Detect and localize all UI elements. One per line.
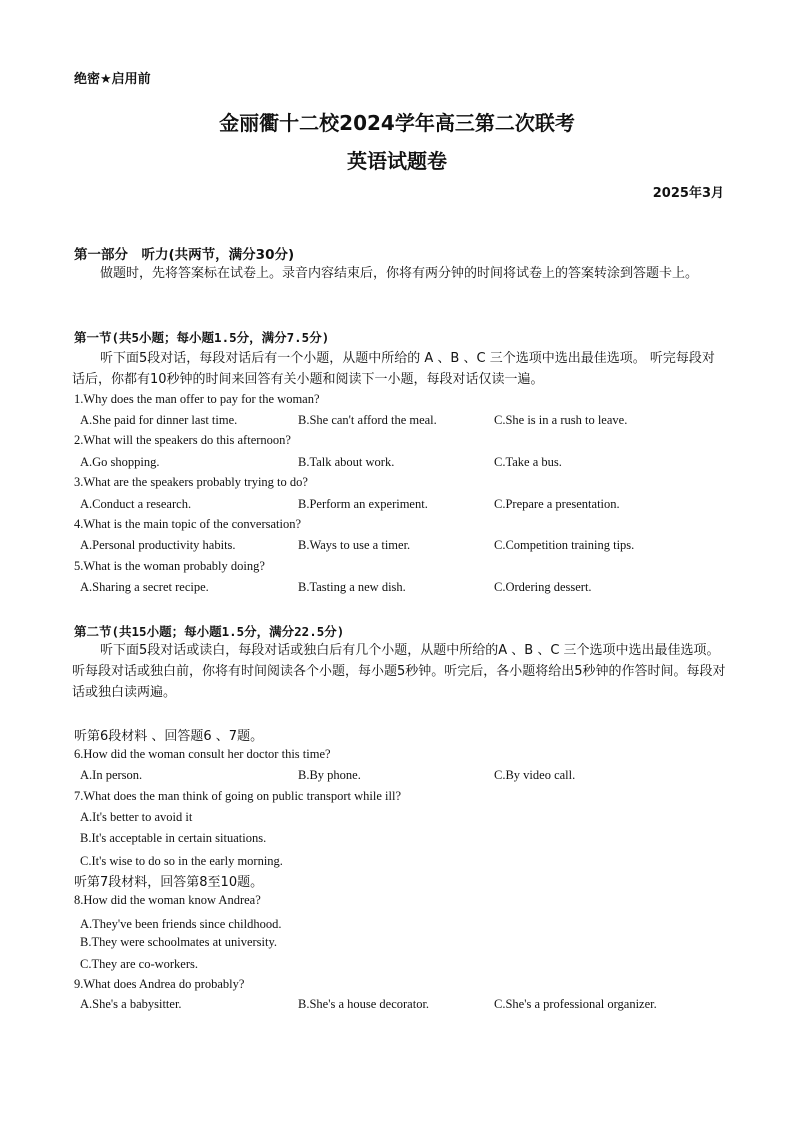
part1-instructions: 做题时，先将答案标在试卷上。录音内容结束后，你将有两分钟的时间将试卷上的答案转涂到答题卡上。 <box>100 266 699 281</box>
q1-option-c: C.She is in a rush to leave. <box>494 413 628 427</box>
q7-option-b: B.It's acceptable in certain situations. <box>80 831 267 845</box>
q1-option-a: A.She paid for dinner last time. <box>80 413 238 427</box>
q4-option-b: B.Ways to use a timer. <box>298 538 411 552</box>
q1-option-b: B.She can't afford the meal. <box>298 413 437 427</box>
material-6-instruction: 听第6段材料 、回答题6 、7题。 <box>74 729 264 744</box>
question-9: 9.What does Andrea do probably? <box>74 977 245 991</box>
q7-option-c: C.It's wise to do so in the early morning. <box>80 854 283 868</box>
q4-option-c: C.Competition training tips. <box>494 538 635 552</box>
material-7-instruction: 听第7段材料，回答第8至10题。 <box>74 875 264 890</box>
q8-option-a: A.They've been friends since childhood. <box>80 917 282 931</box>
q9-option-c: C.She's a professional organizer. <box>494 997 657 1011</box>
question-2: 2.What will the speakers do this afternoon? <box>74 433 291 447</box>
section1-heading: 第一节(共5小题；每小题1.5分，满分7.5分) <box>74 330 330 345</box>
question-7: 7.What does the man think of going on public transport while ill? <box>74 789 402 803</box>
q9-option-a: A.She's a babysitter. <box>80 997 182 1011</box>
section1-instructions: 听下面5段对话，每段对话后有一个小题，从题中所给的 A 、B 、C 三个选项中选出最佳选项。 听完每段对话后，你都有10秒钟的时间来回答有关小题和阅读下一小题，每段对话仅读一遍。 <box>72 351 715 387</box>
q8-option-c: C.They are co-workers. <box>80 957 199 971</box>
question-3: 3.What are the speakers probably trying to do? <box>74 475 308 489</box>
question-5: 5.What is the woman probably doing? <box>74 559 265 573</box>
q6-option-a: A.In person. <box>80 768 143 782</box>
question-6: 6.How did the woman consult her doctor this time? <box>74 747 331 761</box>
question-4: 4.What is the main topic of the conversation? <box>74 517 302 531</box>
q5-option-a: A.Sharing a secret recipe. <box>80 580 209 594</box>
q4-option-a: A.Personal productivity habits. <box>80 538 236 552</box>
q2-option-c: C.Take a bus. <box>494 455 562 469</box>
q5-option-c: C.Ordering dessert. <box>494 580 592 594</box>
part1-heading: 第一部分 听力(共两节，满分30分) <box>74 247 295 263</box>
confidential-label: 绝密★启用前 <box>74 72 151 87</box>
q3-option-b: B.Perform an experiment. <box>298 497 428 511</box>
q6-option-c: C.By video call. <box>494 768 576 782</box>
q2-option-b: B.Talk about work. <box>298 455 395 469</box>
exam-date: 2025年3月 <box>652 186 724 201</box>
q5-option-b: B.Tasting a new dish. <box>298 580 406 594</box>
q9-option-b: B.She's a house decorator. <box>298 997 430 1011</box>
question-1: 1.Why does the man offer to pay for the woman? <box>74 392 320 406</box>
section2-instructions: 听下面5段对话或读白，每段对话或独白后有几个小题，从题中所给的A 、B 、C 三个选项中选出最佳选项。听每段对话或独白前，你将有时间阅读各个小题，每小题5秒钟。听完后，各小题将给出5秒钟的作答时间。每段对话或独白读两遍。 <box>72 643 726 700</box>
q8-option-b: B.They were schoolmates at university. <box>80 935 278 949</box>
exam-title: 金丽衢十二校2024学年高三第二次联考 <box>219 111 575 135</box>
exam-subtitle: 英语试题卷 <box>347 149 447 173</box>
q3-option-a: A.Conduct a research. <box>80 497 192 511</box>
section2-heading: 第二节(共15小题；每小题1.5分，满分22.5分) <box>74 624 345 639</box>
q2-option-a: A.Go shopping. <box>80 455 160 469</box>
q7-option-a: A.It's better to avoid it <box>80 810 193 824</box>
q6-option-b: B.By phone. <box>298 768 361 782</box>
question-8: 8.How did the woman know Andrea? <box>74 893 261 907</box>
q3-option-c: C.Prepare a presentation. <box>494 497 620 511</box>
